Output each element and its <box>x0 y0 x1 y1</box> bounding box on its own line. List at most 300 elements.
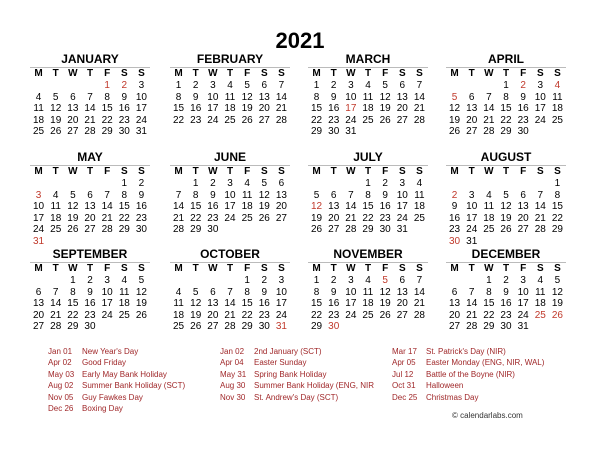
day-cell: 22 <box>190 212 202 224</box>
weekday-header: W <box>208 166 218 177</box>
day-cell: 29 <box>483 321 495 332</box>
holiday-date: Jan 01 <box>48 347 73 356</box>
day-cell: 28 <box>466 321 478 332</box>
day-cell: 13 <box>258 91 270 103</box>
day-cell: 22 <box>67 309 79 321</box>
day-cell: 4 <box>244 178 250 189</box>
day-cell: 22 <box>101 114 113 126</box>
day-cell: 15 <box>311 298 323 309</box>
day-cell: 6 <box>70 91 76 103</box>
day-cell: 15 <box>190 201 202 212</box>
day-cell: 25 <box>534 309 546 321</box>
day-cell: 14 <box>173 201 185 212</box>
empty-cell <box>170 275 187 287</box>
day-cell: 15 <box>173 103 185 114</box>
day-cell: 4 <box>416 178 423 189</box>
weekday-header: S <box>416 68 423 79</box>
weekday-header: T <box>86 68 94 79</box>
day-cell: 10 <box>33 201 45 212</box>
weekday-header: T <box>52 68 59 79</box>
day-cell: 1 <box>121 178 128 189</box>
day-cell: 12 <box>241 91 253 103</box>
weekday-header: F <box>244 68 251 79</box>
day-cell: 28 <box>173 224 185 235</box>
day-cell: 14 <box>483 103 495 114</box>
day-cell: 24 <box>207 114 219 126</box>
day-cell: 1 <box>554 178 561 189</box>
empty-cell <box>480 80 497 92</box>
day-cell: 20 <box>449 309 461 321</box>
day-cell: 21 <box>84 114 96 126</box>
day-cell: 10 <box>135 91 147 103</box>
day-cell: 13 <box>67 103 79 114</box>
day-cell: 6 <box>399 275 406 286</box>
day-cell: 12 <box>190 298 202 309</box>
day-cell: 4 <box>554 80 561 91</box>
weekday-header: S <box>278 166 285 177</box>
holiday-item <box>220 392 374 403</box>
day-cell: 13 <box>207 298 219 309</box>
empty-cell <box>308 178 325 190</box>
day-cell: 19 <box>379 298 391 309</box>
day-cell: 17 <box>135 103 147 114</box>
weekday-header: F <box>382 263 389 274</box>
holiday-date: May 31 <box>220 369 247 379</box>
day-cell: 29 <box>362 224 374 235</box>
holiday-date: Apr 02 <box>48 358 72 368</box>
weekday-header: T <box>468 68 475 79</box>
day-cell: 14 <box>413 286 425 298</box>
day-cell: 14 <box>84 103 96 114</box>
month-march <box>308 52 428 138</box>
day-cell: 10 <box>517 286 529 298</box>
day-cell: 23 <box>328 114 340 126</box>
weekday-header: M <box>174 263 183 274</box>
holiday-date: Nov 30 <box>220 392 246 402</box>
day-cell: 5 <box>382 275 388 286</box>
month-july <box>308 150 428 236</box>
day-cell: 10 <box>207 91 219 103</box>
day-cell: 17 <box>466 212 478 224</box>
weekday-header: M <box>34 68 43 79</box>
day-cell: 17 <box>345 103 357 114</box>
holiday-item <box>48 392 185 403</box>
day-cell: 20 <box>207 309 219 321</box>
day-cell: 18 <box>534 298 546 309</box>
day-cell: 18 <box>50 212 62 224</box>
day-cell: 1 <box>313 275 320 286</box>
day-cell: 7 <box>278 80 285 91</box>
empty-cell <box>325 178 342 190</box>
weekday-header: M <box>34 263 43 274</box>
empty-cell <box>204 275 221 287</box>
weekday-header: M <box>312 68 321 79</box>
empty-cell <box>446 80 463 92</box>
day-cell: 3 <box>138 80 145 91</box>
day-cell: 4 <box>537 275 544 286</box>
empty-cell <box>30 80 47 92</box>
month-name: JANUARY <box>61 52 119 66</box>
day-cell: 30 <box>118 126 130 137</box>
weekday-header: S <box>536 166 544 177</box>
day-cell: 13 <box>328 201 340 212</box>
day-cell: 19 <box>135 298 147 309</box>
day-cell: 6 <box>468 91 475 103</box>
weekday-header: F <box>104 263 111 274</box>
day-cell: 25 <box>33 126 45 137</box>
day-cell: 17 <box>207 103 219 114</box>
day-cell: 15 <box>362 201 374 212</box>
empty-cell <box>532 178 549 190</box>
day-cell: 27 <box>67 126 79 137</box>
weekday-header: S <box>554 68 561 79</box>
day-cell: 29 <box>311 126 323 137</box>
day-cell: 23 <box>190 114 202 126</box>
day-cell: 8 <box>313 286 320 298</box>
day-cell: 29 <box>311 321 323 332</box>
day-cell: 7 <box>227 286 233 298</box>
empty-cell <box>446 275 463 287</box>
day-cell: 9 <box>382 189 388 201</box>
day-cell: 15 <box>241 298 253 309</box>
day-cell: 26 <box>190 321 202 332</box>
day-cell: 15 <box>483 298 495 309</box>
day-cell: 27 <box>328 224 340 235</box>
day-cell: 28 <box>84 126 96 137</box>
day-cell: 14 <box>50 298 62 309</box>
day-cell: 22 <box>551 212 563 224</box>
day-cell: 29 <box>190 224 202 235</box>
weekday-header: M <box>450 68 459 79</box>
empty-cell <box>30 275 47 287</box>
day-cell: 20 <box>33 309 45 321</box>
day-cell: 2 <box>192 80 199 91</box>
weekday-header: F <box>520 263 527 274</box>
holiday-name: New Year's Day <box>82 347 139 356</box>
holiday-name: St. Andrew's Day (SCT) <box>254 392 339 402</box>
day-cell: 21 <box>413 298 425 309</box>
day-cell: 16 <box>84 298 96 309</box>
month-name: DECEMBER <box>471 247 541 261</box>
day-cell: 13 <box>275 189 287 201</box>
day-cell: 19 <box>241 103 253 114</box>
day-cell: 10 <box>224 189 236 201</box>
day-cell: 4 <box>227 80 233 91</box>
day-cell: 12 <box>50 103 62 114</box>
day-cell: 9 <box>138 189 145 201</box>
day-cell: 23 <box>449 224 461 235</box>
day-cell: 26 <box>551 309 563 321</box>
day-cell: 8 <box>244 286 250 298</box>
holiday-item <box>220 369 374 380</box>
day-cell: 17 <box>33 212 45 224</box>
month-name: SEPTEMBER <box>52 247 128 261</box>
day-cell: 1 <box>486 275 492 286</box>
empty-cell <box>64 178 81 190</box>
holiday-date: May 03 <box>48 369 75 379</box>
weekday-header: M <box>312 166 321 177</box>
day-cell: 5 <box>554 275 561 286</box>
day-cell: 17 <box>396 201 408 212</box>
day-cell: 30 <box>135 224 147 235</box>
empty-cell <box>446 178 463 190</box>
weekday-header: T <box>502 166 510 177</box>
day-cell: 24 <box>466 224 478 235</box>
empty-cell <box>221 275 238 287</box>
day-cell: 5 <box>382 80 388 91</box>
day-cell: 11 <box>362 91 374 103</box>
day-cell: 14 <box>101 201 113 212</box>
weekday-header: S <box>138 68 145 79</box>
weekday-header: F <box>382 68 389 79</box>
weekday-header: S <box>260 68 268 79</box>
day-cell: 25 <box>241 212 253 224</box>
day-cell: 23 <box>84 309 96 321</box>
month-october <box>170 247 290 333</box>
day-cell: 11 <box>241 189 253 201</box>
day-cell: 19 <box>379 103 391 114</box>
day-cell: 10 <box>396 189 408 201</box>
day-cell: 23 <box>328 309 340 321</box>
day-cell: 13 <box>449 298 461 309</box>
day-cell: 30 <box>517 126 529 137</box>
empty-cell <box>47 178 64 190</box>
day-cell: 17 <box>275 298 287 309</box>
day-cell: 18 <box>483 212 495 224</box>
day-cell: 24 <box>224 212 236 224</box>
day-cell: 24 <box>33 224 45 235</box>
day-cell: 31 <box>275 321 287 332</box>
empty-cell <box>47 80 64 92</box>
weekday-header: T <box>468 263 475 274</box>
weekday-header: T <box>502 68 510 79</box>
day-cell: 6 <box>35 286 42 298</box>
weekday-header: S <box>554 263 561 274</box>
day-cell: 13 <box>396 91 408 103</box>
weekday-header: S <box>398 263 406 274</box>
day-cell: 31 <box>396 224 408 235</box>
month-name: MAY <box>77 150 103 164</box>
day-cell: 8 <box>503 91 509 103</box>
holiday-item <box>48 380 185 391</box>
weekday-header: S <box>554 166 561 177</box>
day-cell: 10 <box>534 91 546 103</box>
day-cell: 27 <box>207 321 219 332</box>
month-april <box>446 52 566 138</box>
month-name: JUNE <box>213 150 246 164</box>
day-cell: 25 <box>483 224 495 235</box>
day-cell: 30 <box>449 235 461 247</box>
weekday-header: F <box>244 166 251 177</box>
day-cell: 16 <box>135 201 147 212</box>
day-cell: 11 <box>535 286 546 298</box>
weekday-header: W <box>68 263 78 274</box>
month-september <box>30 247 150 333</box>
day-cell: 16 <box>207 201 219 212</box>
weekday-header: S <box>398 68 406 79</box>
day-cell: 2 <box>138 178 145 189</box>
day-cell: 14 <box>345 201 357 212</box>
day-cell: 17 <box>345 298 357 309</box>
day-cell: 31 <box>517 321 529 332</box>
holiday-date: Oct 31 <box>392 381 416 391</box>
day-cell: 5 <box>70 189 76 201</box>
day-cell: 12 <box>258 189 270 201</box>
empty-cell <box>515 178 532 190</box>
holiday-name: Summer Bank Holiday (ENG, NIR <box>254 381 375 391</box>
holiday-item <box>48 346 185 357</box>
day-cell: 26 <box>311 224 323 235</box>
day-cell: 24 <box>345 114 357 126</box>
day-cell: 7 <box>52 286 59 298</box>
month-november <box>308 247 428 333</box>
day-cell: 3 <box>537 80 544 91</box>
day-cell: 16 <box>328 103 340 114</box>
day-cell: 29 <box>101 126 113 137</box>
day-cell: 18 <box>413 201 425 212</box>
weekday-header: T <box>364 263 372 274</box>
day-cell: 1 <box>244 275 250 286</box>
day-cell: 22 <box>483 309 495 321</box>
holiday-name: Early May Bank Holiday <box>82 369 167 379</box>
weekday-header: W <box>208 263 218 274</box>
day-cell: 8 <box>192 189 199 201</box>
holiday-date: Aug 30 <box>220 381 246 391</box>
day-cell: 27 <box>396 309 408 321</box>
day-cell: 24 <box>534 114 546 126</box>
day-cell: 30 <box>328 126 340 137</box>
day-cell: 27 <box>84 224 96 235</box>
day-cell: 11 <box>224 91 236 103</box>
weekday-header: F <box>104 68 111 79</box>
day-cell: 9 <box>210 189 216 201</box>
day-cell: 9 <box>451 201 458 212</box>
day-cell: 28 <box>101 224 113 235</box>
day-cell: 12 <box>379 286 391 298</box>
weekday-header: S <box>120 68 128 79</box>
day-cell: 18 <box>173 309 185 321</box>
empty-cell <box>81 178 98 190</box>
day-cell: 26 <box>67 224 79 235</box>
empty-cell <box>463 178 480 190</box>
holiday-item <box>220 380 374 391</box>
day-cell: 11 <box>50 201 61 212</box>
empty-cell <box>99 178 116 190</box>
weekday-header: S <box>416 263 423 274</box>
day-cell: 30 <box>207 224 219 235</box>
day-cell: 10 <box>466 201 478 212</box>
day-cell: 3 <box>348 80 354 91</box>
day-cell: 29 <box>500 126 512 137</box>
day-cell: 8 <box>104 91 110 103</box>
weekday-header: S <box>120 263 128 274</box>
day-cell: 28 <box>50 321 62 332</box>
empty-cell <box>342 178 359 190</box>
day-cell: 2 <box>520 80 526 91</box>
day-cell: 16 <box>379 201 391 212</box>
day-cell: 26 <box>449 126 461 137</box>
day-cell: 13 <box>33 298 45 309</box>
weekday-header: W <box>346 68 356 79</box>
weekday-header: W <box>346 166 356 177</box>
day-cell: 26 <box>241 114 253 126</box>
weekday-header: M <box>174 166 183 177</box>
day-cell: 3 <box>348 275 354 286</box>
day-cell: 4 <box>52 189 59 201</box>
holiday-date: Jul 12 <box>392 369 414 379</box>
day-cell: 14 <box>224 298 236 309</box>
day-cell: 21 <box>275 103 287 114</box>
weekday-header: S <box>278 263 285 274</box>
day-cell: 23 <box>500 309 512 321</box>
day-cell: 27 <box>258 114 270 126</box>
day-cell: 2 <box>451 189 458 201</box>
holiday-date: Apr 05 <box>392 358 416 368</box>
day-cell: 7 <box>468 286 475 298</box>
day-cell: 25 <box>224 114 236 126</box>
day-cell: 2 <box>87 275 93 286</box>
day-cell: 19 <box>50 114 62 126</box>
day-cell: 11 <box>119 286 130 298</box>
day-cell: 8 <box>121 189 128 201</box>
day-cell: 22 <box>311 309 323 321</box>
day-cell: 7 <box>486 91 492 103</box>
day-cell: 29 <box>241 321 253 332</box>
day-cell: 28 <box>483 126 495 137</box>
day-cell: 22 <box>241 309 253 321</box>
day-cell: 5 <box>261 178 268 189</box>
day-cell: 5 <box>451 91 458 103</box>
weekday-header: T <box>52 263 59 274</box>
empty-cell <box>81 80 98 92</box>
day-cell: 9 <box>503 286 509 298</box>
holiday-item <box>48 403 185 414</box>
day-cell: 30 <box>258 321 270 332</box>
day-cell: 23 <box>118 114 130 126</box>
day-cell: 18 <box>362 103 374 114</box>
day-cell: 17 <box>534 103 546 114</box>
day-cell: 23 <box>207 212 219 224</box>
weekday-header: S <box>416 166 423 177</box>
holiday-name: Easter Sunday <box>254 358 307 368</box>
day-cell: 5 <box>52 91 59 103</box>
day-cell: 18 <box>33 114 45 126</box>
day-cell: 11 <box>552 91 563 103</box>
day-cell: 19 <box>551 298 563 309</box>
holiday-item <box>392 346 544 357</box>
day-cell: 16 <box>190 103 202 114</box>
holiday-name: Summer Bank Holiday (SCT) <box>82 381 186 391</box>
day-cell: 12 <box>551 286 563 298</box>
empty-cell <box>497 178 514 190</box>
weekday-header: W <box>68 68 78 79</box>
day-cell: 30 <box>500 321 512 332</box>
day-cell: 21 <box>483 114 495 126</box>
day-cell: 26 <box>50 126 62 137</box>
day-cell: 3 <box>399 178 406 189</box>
day-cell: 2 <box>121 80 128 91</box>
day-cell: 6 <box>330 189 337 201</box>
holiday-item <box>392 357 544 368</box>
day-cell: 1 <box>192 178 199 189</box>
day-cell: 26 <box>135 309 147 321</box>
day-cell: 12 <box>449 103 461 114</box>
weekday-header: W <box>484 166 494 177</box>
weekday-header: T <box>86 166 94 177</box>
year-title: 2021 <box>275 28 325 53</box>
month-august <box>446 150 566 247</box>
day-cell: 11 <box>33 103 44 114</box>
